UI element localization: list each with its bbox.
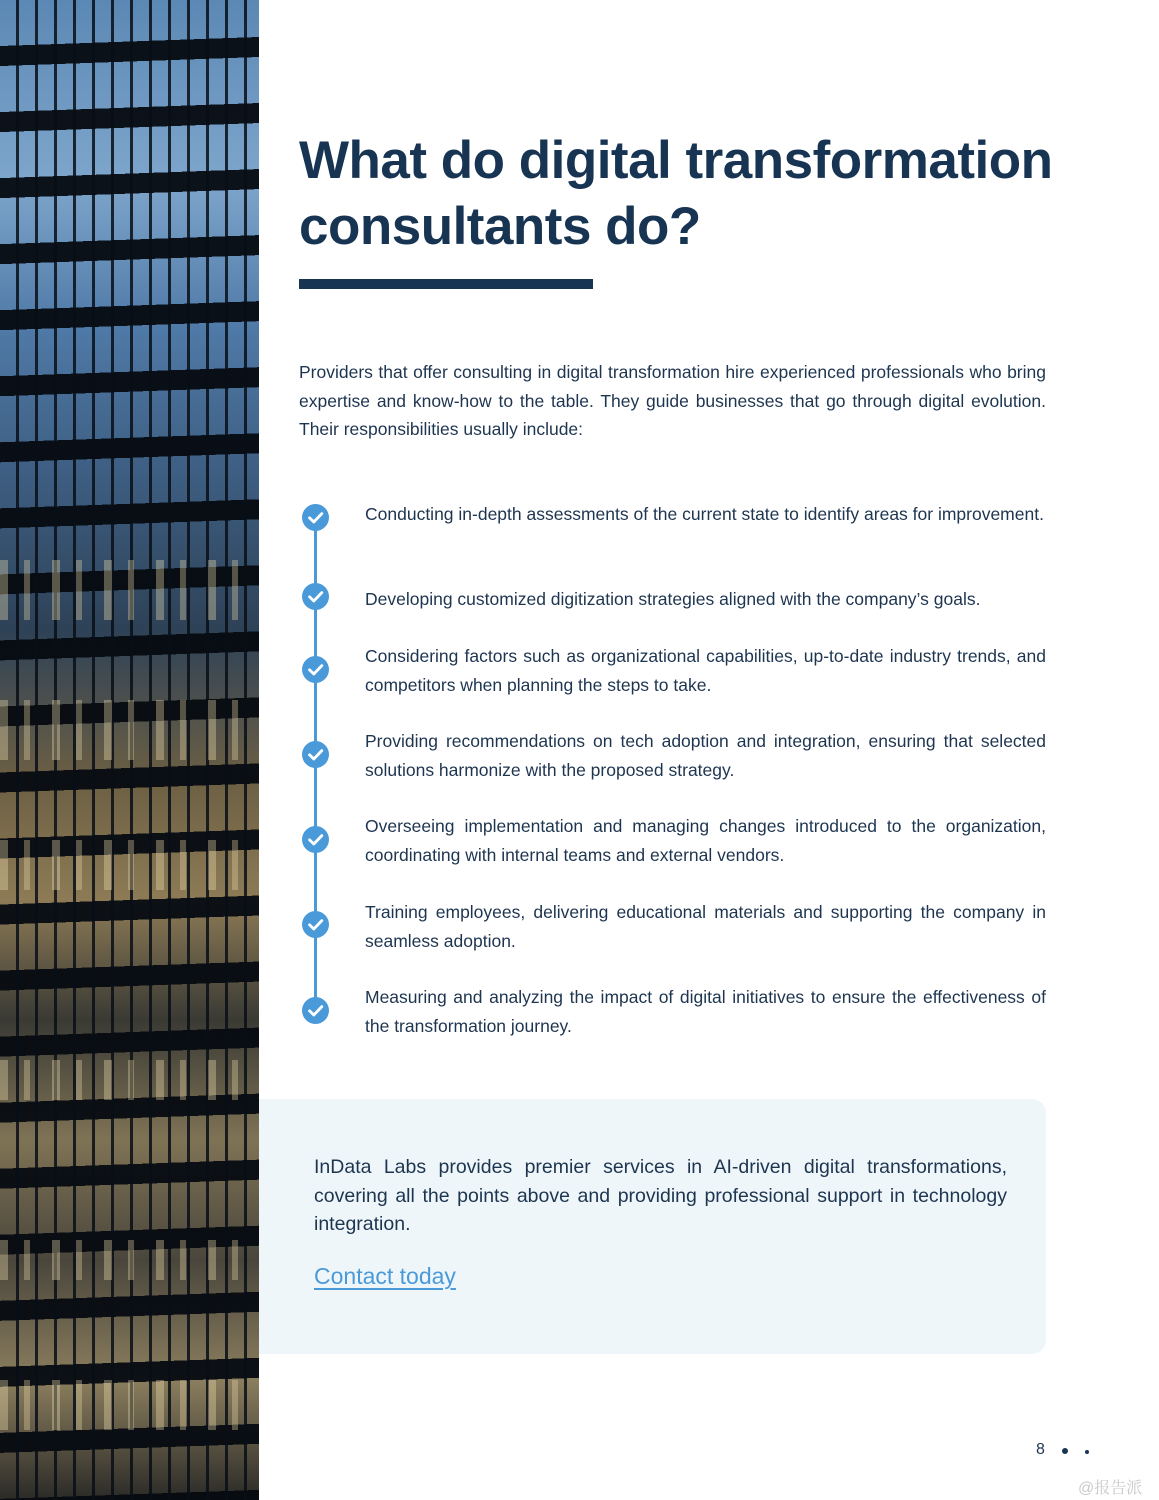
page-number: 8 bbox=[1036, 1441, 1045, 1458]
intro-paragraph: Providers that offer consulting in digital transformation hire experienced professionals who bring expertise and know-how to the table. They guide businesses that go through digital evolution. Their responsibilities usually include: bbox=[299, 362, 1046, 439]
photo-window-lights bbox=[0, 1240, 259, 1280]
check-circle-icon bbox=[301, 655, 330, 684]
responsibility-item: Conducting in-depth assessments of the current state to identify areas for improvement. bbox=[365, 504, 1044, 524]
page-title: What do digital transformation consultants do? bbox=[299, 131, 1053, 256]
photo-window-lights bbox=[0, 1380, 259, 1430]
check-circle-icon bbox=[301, 582, 330, 611]
responsibility-item: Measuring and analyzing the impact of digital initiatives to ensure the effectiveness of the transformation journey. bbox=[365, 987, 1046, 1036]
photo-window-lights bbox=[0, 1060, 259, 1100]
photo-window-lights bbox=[0, 840, 259, 890]
check-circle-icon bbox=[301, 910, 330, 939]
photo-window-lights bbox=[0, 560, 259, 620]
building-photo bbox=[0, 0, 259, 1500]
title-underline bbox=[299, 279, 593, 289]
check-circle-icon bbox=[301, 740, 330, 769]
check-circle-icon bbox=[301, 825, 330, 854]
responsibility-item: Overseeing implementation and managing changes introduced to the organization, coordinating with internal teams and external vendors. bbox=[365, 816, 1046, 865]
responsibility-item: Developing customized digitization strategies aligned with the company’s goals. bbox=[365, 589, 981, 609]
responsibility-item: Providing recommendations on tech adoption and integration, ensuring that selected solutions harmonize with the proposed strategy. bbox=[365, 731, 1046, 780]
contact-today-link[interactable]: Contact today bbox=[314, 1263, 456, 1289]
watermark: @报告派 bbox=[1078, 1480, 1143, 1497]
responsibility-item: Training employees, delivering educational materials and supporting the company in seamless adoption. bbox=[365, 902, 1046, 951]
page-dot-large bbox=[1062, 1448, 1068, 1454]
check-circle-icon bbox=[301, 503, 330, 532]
check-circle-icon bbox=[301, 996, 330, 1025]
responsibility-item: Considering factors such as organizational capabilities, up-to-date industry trends, and competitors when planning the steps to take. bbox=[365, 646, 1046, 695]
cta-text: InData Labs provides premier services in AI-driven digital transformations, covering all the points above and providing professional support in technology integration. bbox=[314, 1156, 1007, 1235]
page-dot-small bbox=[1085, 1450, 1089, 1454]
photo-window-lights bbox=[0, 700, 259, 760]
